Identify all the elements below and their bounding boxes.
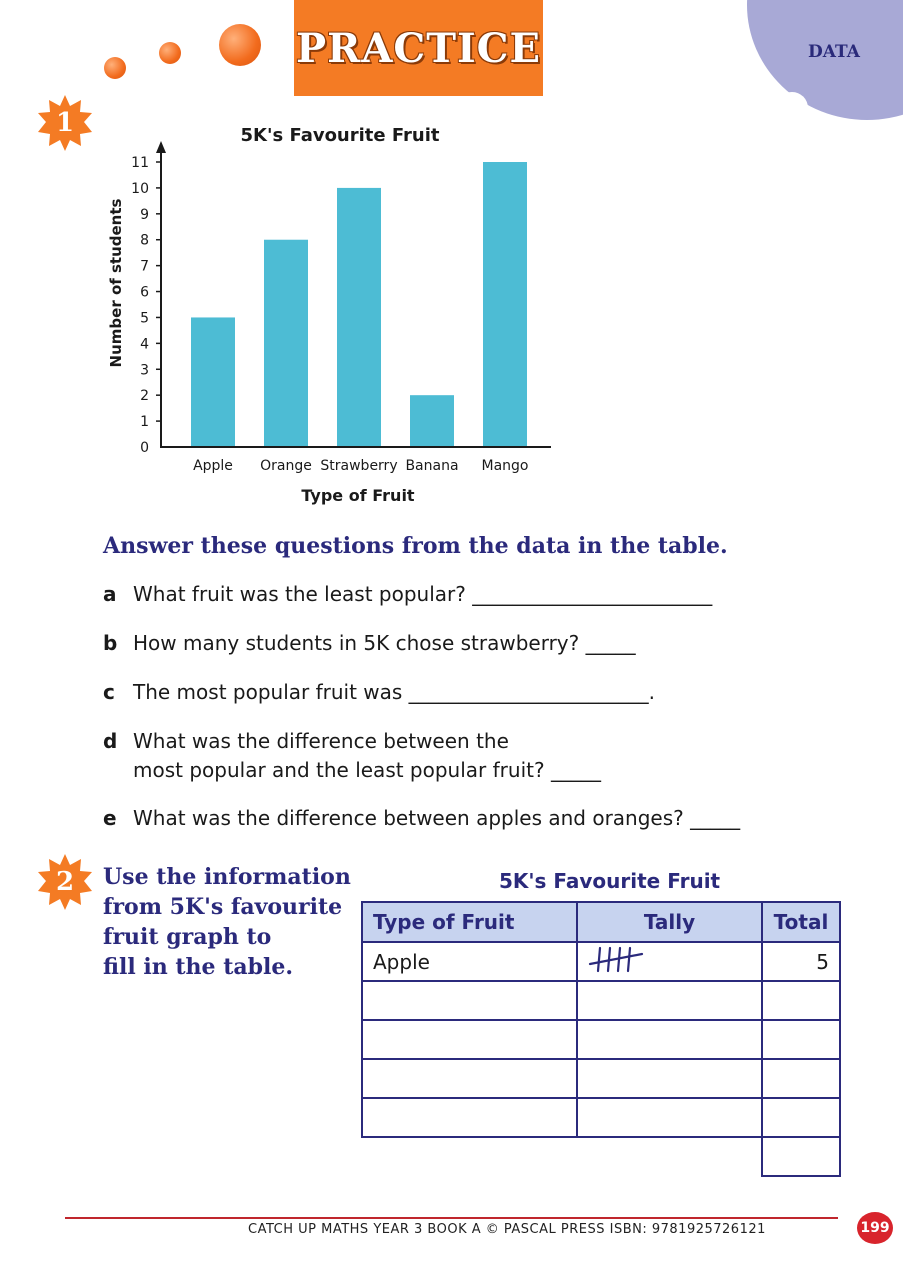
question-1-badge: [36, 94, 94, 152]
q2-instruction: [103, 862, 351, 982]
cell-tally[interactable]: [577, 1020, 762, 1059]
question-d: What was the difference between the: [133, 729, 509, 753]
y-tick-label: 7: [140, 258, 149, 275]
q1-instruction: Answer these questions from the data in the table.: [103, 533, 728, 559]
footer-rule: [65, 1217, 838, 1219]
y-tick-label: 5: [140, 310, 149, 327]
practice-banner: [294, 0, 543, 96]
item-letter: a: [103, 582, 117, 606]
table-title: 5K's Favourite Fruit: [499, 869, 721, 893]
cell-tally[interactable]: [577, 981, 762, 1020]
decorative-dot: [159, 42, 181, 64]
question-b: How many students in 5K chose strawberry? _____: [133, 631, 636, 655]
question-number: 2: [55, 867, 75, 897]
question-2-badge: [36, 853, 94, 911]
table-row: [362, 1098, 840, 1137]
cell-fruit[interactable]: [362, 981, 577, 1020]
header-total: Total: [762, 902, 840, 942]
table-row: [362, 942, 840, 981]
y-tick-label: 6: [140, 284, 149, 301]
y-tick-label: 10: [131, 180, 149, 197]
footer-text: CATCH UP MATHS YEAR 3 BOOK A © PASCAL PRESS ISBN: 9781925726121: [248, 1222, 766, 1237]
cell-total[interactable]: [762, 1098, 840, 1137]
question-number: 1: [55, 108, 75, 138]
y-tick-label: 9: [140, 206, 149, 223]
question-e: What was the difference between apples and oranges? _____: [133, 806, 741, 830]
bar-chart: [95, 115, 565, 515]
table-row: [362, 1059, 840, 1098]
y-axis-arrow: [156, 141, 166, 153]
practice-title: PRACTICE: [296, 24, 541, 72]
item-letter: b: [103, 631, 118, 655]
fruit-table: [361, 901, 841, 1177]
decorative-dot: [219, 24, 261, 66]
instruction-line: from 5K's favourite: [103, 894, 343, 920]
instruction-line: Use the information: [103, 864, 351, 890]
y-tick-label: 3: [140, 362, 149, 379]
y-tick-label: 4: [140, 336, 149, 353]
x-tick-label: Strawberry: [320, 458, 398, 474]
cell-fruit[interactable]: [362, 1098, 577, 1137]
cell-fruit[interactable]: [362, 1020, 577, 1059]
table-row: [362, 1020, 840, 1059]
cell-total[interactable]: [762, 1059, 840, 1098]
tab-bite-shape: [770, 80, 830, 120]
y-axis-label: Number of students: [107, 198, 125, 368]
tally-marks-icon: [588, 944, 648, 974]
item-letter: d: [103, 729, 118, 753]
header-type: Type of Fruit: [362, 902, 577, 942]
cell-total[interactable]: [762, 981, 840, 1020]
instruction-line: fruit graph to: [103, 924, 272, 950]
item-letter: e: [103, 806, 117, 830]
y-tick-label: 2: [140, 388, 149, 405]
y-tick-label: 0: [140, 440, 149, 456]
bar-banana: [410, 395, 454, 447]
cell-tally[interactable]: [577, 1098, 762, 1137]
page-number: 199: [857, 1212, 893, 1244]
x-tick-label: Mango: [481, 458, 529, 474]
question-a: What fruit was the least popular? ________________________: [133, 582, 713, 606]
table-total-row: [362, 1137, 840, 1176]
y-tick-label: 8: [140, 232, 149, 249]
instruction-line: fill in the table.: [103, 954, 294, 980]
question-c: The most popular fruit was ________________________.: [133, 680, 656, 704]
cell-fruit: Apple: [362, 942, 577, 981]
item-letter: c: [103, 680, 115, 704]
decorative-dot: [104, 57, 126, 79]
cell-total[interactable]: [762, 1020, 840, 1059]
cell-total: 5: [762, 942, 840, 981]
chart-title: 5K's Favourite Fruit: [240, 125, 440, 146]
x-tick-label: Orange: [260, 458, 312, 474]
cell-tally[interactable]: [577, 1059, 762, 1098]
bar-apple: [191, 317, 235, 447]
x-axis-label: Type of Fruit: [301, 486, 415, 505]
empty-cell: [362, 1137, 577, 1176]
section-label: DATA: [808, 42, 860, 62]
table-row: [362, 981, 840, 1020]
grand-total-cell[interactable]: [762, 1137, 840, 1176]
bar-strawberry: [337, 188, 381, 447]
x-tick-label: Banana: [405, 458, 459, 474]
empty-cell: [577, 1137, 762, 1176]
y-tick-label: 1: [140, 414, 149, 431]
question-d-line2: most popular and the least popular fruit? _____: [133, 758, 601, 782]
bar-mango: [483, 162, 527, 447]
table-header-row: [362, 902, 840, 942]
x-tick-label: Apple: [193, 458, 233, 474]
header-tally: Tally: [577, 902, 762, 942]
cell-tally: [577, 942, 762, 981]
y-tick-label: 11: [131, 155, 149, 171]
cell-fruit[interactable]: [362, 1059, 577, 1098]
bar-orange: [264, 240, 308, 447]
